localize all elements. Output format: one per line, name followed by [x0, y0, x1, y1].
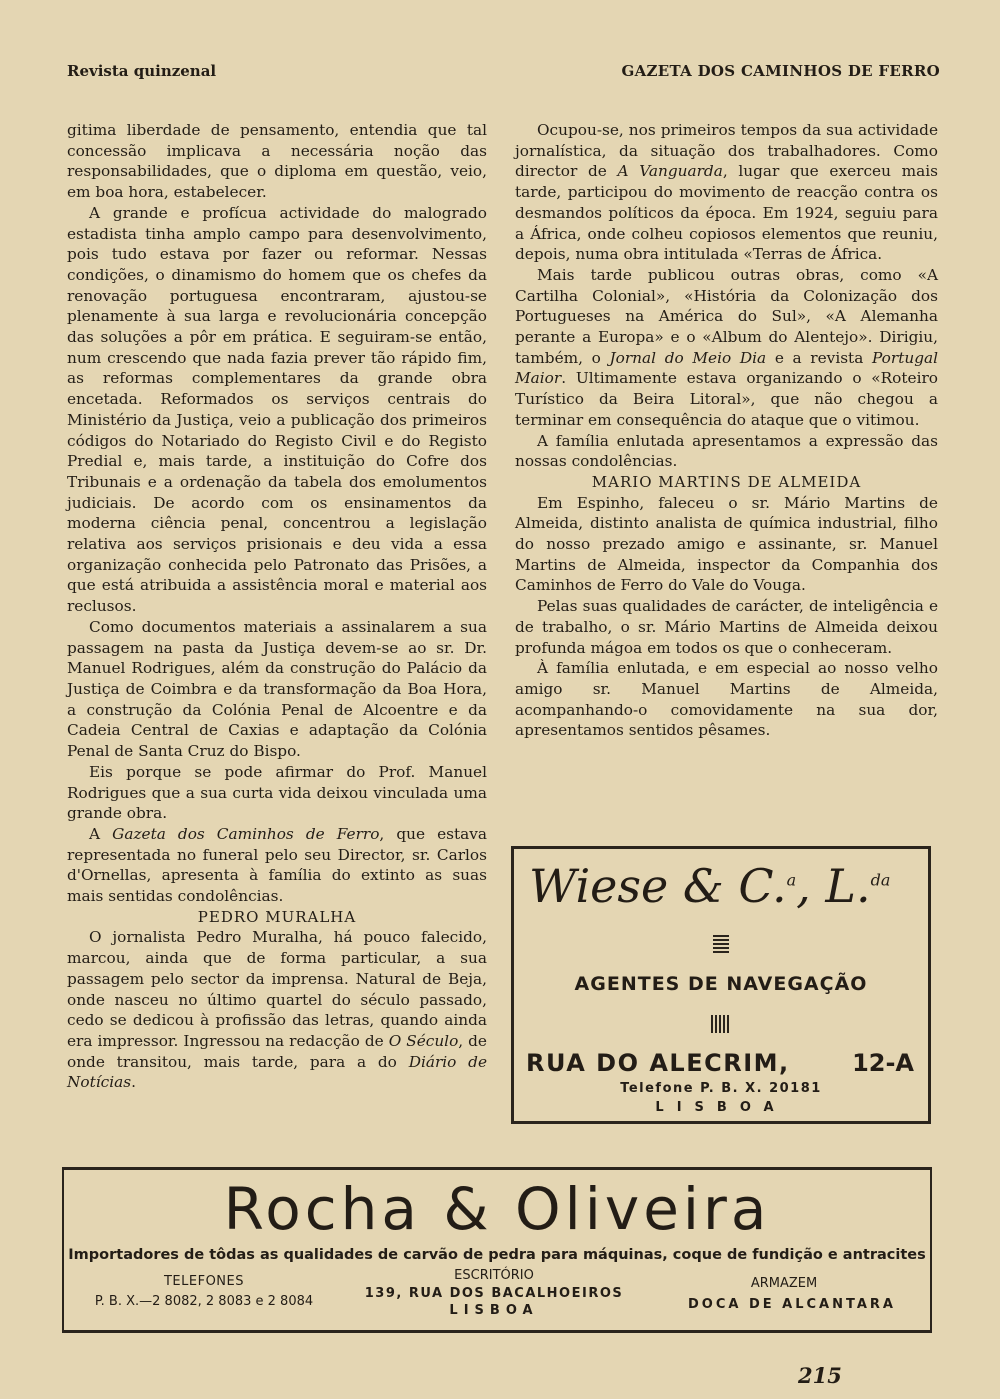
paragraph: Eis porque se pode afirmar do Prof. Manuel Rodrigues que a sua curta vida deixou vinculada uma grande obra. [67, 762, 487, 823]
office-address: 139, RUA DOS BACALHOEIROS [364, 1286, 624, 1301]
agents-heading: AGENTES DE NAVEGAÇÃO [574, 973, 868, 995]
publication-title: Diário de Notícias [67, 1052, 487, 1092]
left-column [67, 120, 487, 1093]
text-run: A [89, 824, 101, 843]
text-run: , de onde transitou, mais tarde, para a do [67, 1031, 487, 1071]
telephones-label: TELEFONES [163, 1274, 244, 1289]
ornament-bars [711, 1015, 731, 1033]
logo-text: L. [825, 859, 871, 913]
telephone-line: Telefone P. B. X. 20181 [620, 1081, 822, 1096]
paragraph: A grande e profícua actividade do malogrado estadista tinha amplo campo para desenvolvimento, pois tudo estava por fazer ou reformar. Nessas condições, o dinamismo do homem que os chefes da renovação portuguesa encontraram, ajustou-se plenamente à sua larga e revolucionária concepção das soluções a pôr em prática. E seguiram-se então, num crescendo que nada fazia prever tão rápido fim, as reformas complementares da grande obra encetada. Reformados os serviços centrais do Ministério da Justiça, veio a publicação dos primeiros códigos do Notariado do Registo Civil e do Registo Predial e, mais tarde, a instituição do Cofre dos Tribunais e a ordenação da tabela dos emolumentos judiciais. De acordo com os ensinamentos da moderna ciência penal, concentrou a legislação relativa aos serviços prisionais e deu vida a essa organização conhecida pelo Patronato das Prisões, a que está atribuida a assistência moral e material aos reclusos. [67, 203, 487, 616]
tagline: Importadores de tôdas as qualidades de carvão de pedra para máquinas, coque de fundição e antracites [68, 1247, 926, 1263]
paragraph: gitima liberdade de pensamento, entendia que tal concessão implicava a necessária noção das responsabilidades, que o diploma em questão, veio, em boa hora, estabelecer. [67, 121, 487, 202]
warehouse-address: DOCA DE ALCANTARA [688, 1297, 896, 1312]
publication-title: Gazeta dos Caminhos de Ferro [112, 824, 380, 843]
warehouse-label: ARMAZEM [750, 1276, 818, 1291]
paragraph: À família enlutada, e em especial ao nosso velho amigo sr. Manuel Martins de Almeida, acompanhando-o comovidamente na sua dor, apresentamos sentidos pêsames. [515, 659, 938, 740]
text-run: , lugar que exerceu mais tarde, participou do movimento de reacção contra os desmandos políticos da época. Em 1924, seguiu para a África, onde colheu copiosos elementos que reuniu, depois, numa obra intitulada «Terras de África. [515, 162, 938, 264]
paragraph: Como documentos materiais a assinalarem a sua passagem na pasta da Justiça devem-se ao sr. Dr. Manuel Rodrigues, além da construção do Palácio da Justiça de Coimbra e da transformação da Boa Hora, a construção da Colónia Penal de Alcoentre e da Cadeia Central de Caxias e adaptação da Colónia Penal de Santa Cruz do Bispo. [67, 617, 487, 761]
logo-text: Wiese & C. [529, 859, 787, 913]
text-run: e a revista [774, 348, 864, 367]
running-head-left: Revista quinzenal [67, 62, 217, 80]
street-number: 12-A [852, 1049, 914, 1077]
page-number: 215 [798, 1363, 842, 1388]
publication-title: Jornal do Meio Dia [609, 348, 767, 367]
advertisement-rocha-oliveira [62, 1167, 932, 1333]
section-heading-pedro-muralha: PEDRO MURALHA [197, 907, 357, 926]
text-run: . Ultimamente estava organizando o «Roteiro Turístico da Beira Litoral», que não chegou a terminar em consequência do ataque que o vitimou. [515, 369, 938, 429]
text-run: O jornalista Pedro Muralha, há pouco falecido, marcou, ainda que de forma particular, a sua passagem pelo sector da imprensa. Natural de Beja, onde nasceu no último quartel do século passado, cedo se dedicou à profissão das letras, quando ainda era impressor. Ingressou na redacção de [67, 928, 487, 1050]
brand-name: Rocha & Oliveira [223, 1175, 771, 1243]
publication-title: Portugal Maior [515, 348, 938, 388]
paragraph: Em Espinho, faleceu o sr. Mário Martins de Almeida, distinto analista de química industrial, filho do nosso prezado amigo e assinante, sr. Manuel Martins de Almeida, inspector da Companhia dos Caminhos de Ferro do Vale do Vouga. [515, 493, 938, 595]
logo-superscript: a [786, 870, 797, 890]
office-city: LISBOA [449, 1303, 539, 1318]
office-label: ESCRITÓRIO [454, 1268, 534, 1283]
publication-title: A Vanguarda [617, 162, 723, 181]
text-run: . [131, 1073, 136, 1092]
publication-title: O Século [388, 1031, 459, 1050]
right-column [515, 120, 938, 741]
text-run: , que estava representada no funeral pelo seu Director, sr. Carlos d'Ornellas, apresenta à família do extinto as suas mais sentidas condolências. [67, 824, 488, 906]
city-name: LISBOA [655, 1100, 787, 1115]
text-run: Ocupou-se, nos primeiros tempos da sua actividade jornalística, da situação dos trabalhadores. Como director de [515, 121, 938, 181]
street-address: RUA DO ALECRIM, [526, 1049, 790, 1077]
advertisement-wiese [511, 846, 931, 1124]
paragraph [515, 265, 938, 431]
telephone-numbers: P. B. X.—2 8082, 2 8083 e 2 8084 [94, 1294, 314, 1309]
running-head-right: GAZETA DOS CAMINHOS DE FERRO [621, 62, 940, 80]
paragraph [515, 120, 938, 265]
text-run: Mais tarde publicou outras obras, como «A Cartilha Colonial», «História da Colonização dos Portugueses na América do Sul», «A Alemanha perante a Europa» e o «Album do Alentejo». Dirigiu, também, o [515, 265, 938, 367]
wiese-logo: Wiese & C.$^a$, L.$^{da}$ [529, 859, 891, 913]
paragraph [67, 927, 487, 1093]
paragraph: Pelas suas qualidades de carácter, de inteligência e de trabalho, o sr. Mário Martins de Almeida deixou profunda mágoa em todos os que o conheceram. [515, 597, 938, 657]
logo-superscript: da [870, 870, 891, 890]
paragraph [67, 824, 487, 907]
section-heading-mario-martins: MARIO MARTINS DE ALMEIDA [591, 472, 862, 491]
paragraph: A família enlutada apresentamos a expressão das nossas condolências. [515, 431, 938, 471]
ornament-bars [713, 935, 729, 953]
